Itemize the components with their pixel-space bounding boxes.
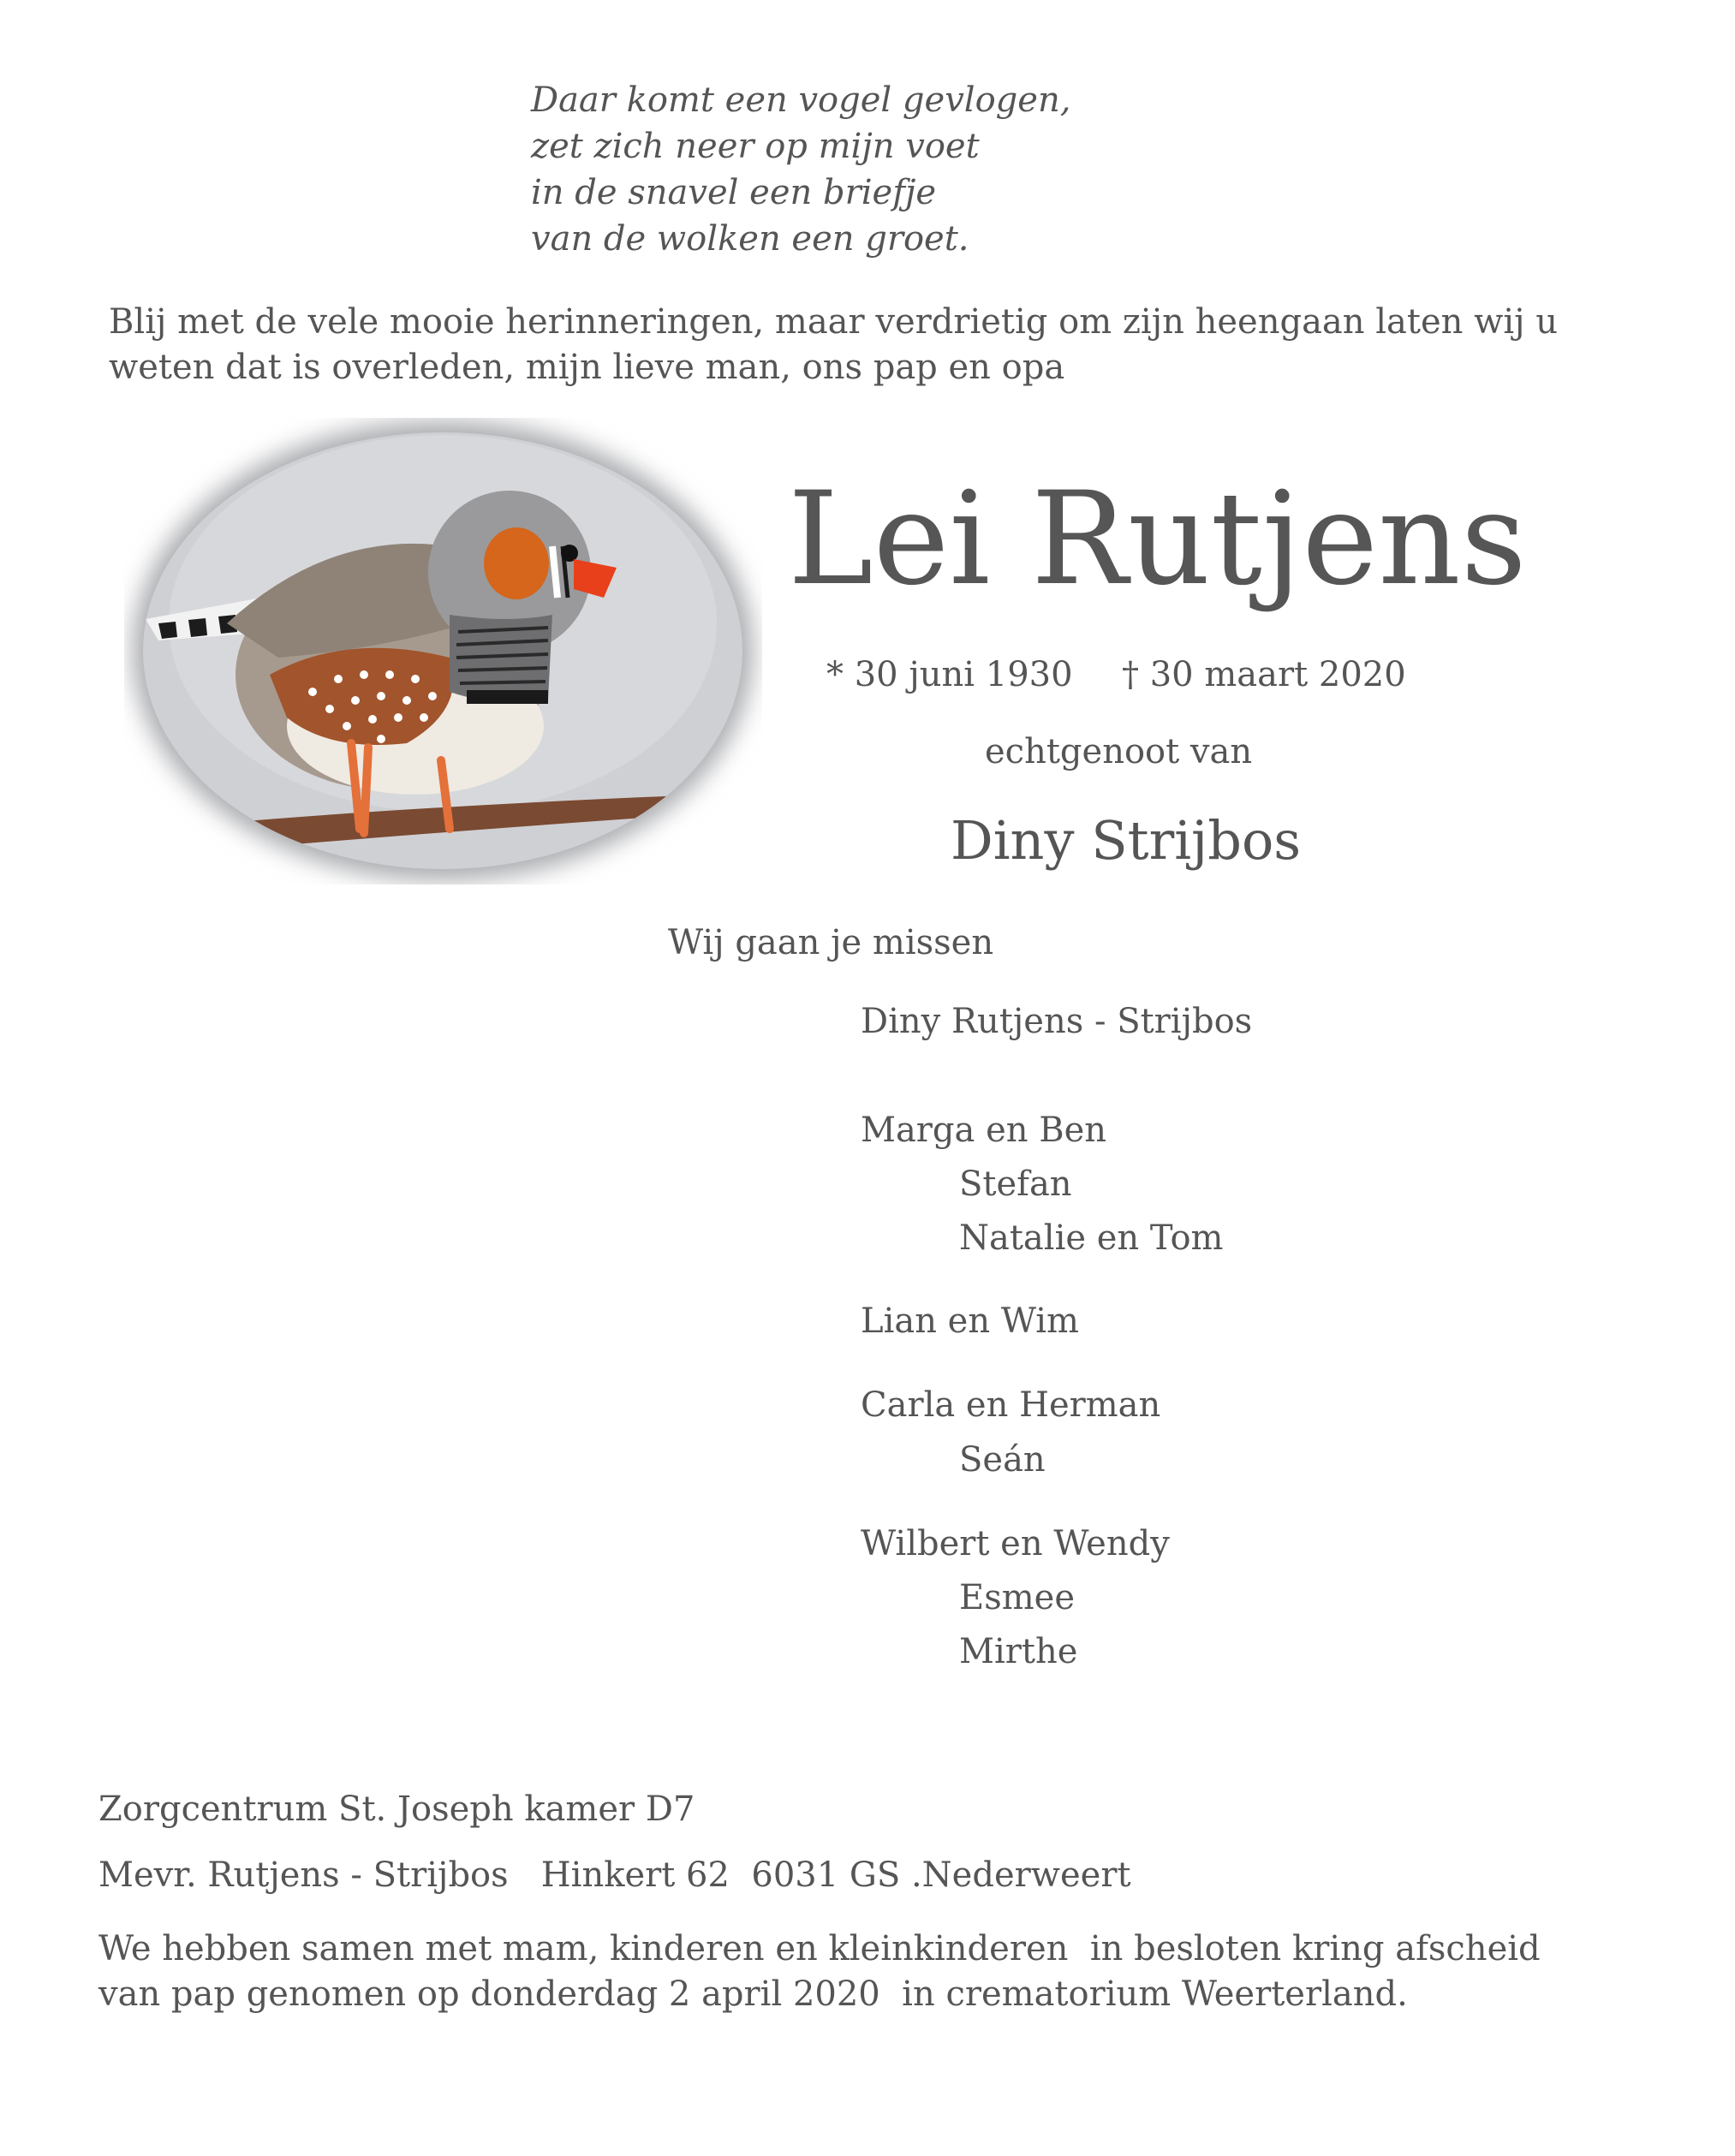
family-child: Seán [959, 1440, 1046, 1480]
family-child: Natalie en Tom [959, 1218, 1224, 1258]
family-child: Esmee [959, 1578, 1075, 1617]
footer-address: Mevr. Rutjens - Strijbos Hinkert 62 6031 GS .Nederweert [98, 1855, 1131, 1895]
family-parent: Wilbert en Wendy [861, 1524, 1170, 1563]
footer-farewell [98, 1927, 1541, 2017]
farewell-line: van pap genomen op donderdag 2 april 2020 in crematorium Weerterland. [98, 1974, 1408, 2014]
family-child: Mirthe [959, 1632, 1078, 1671]
bird-eye [561, 545, 578, 562]
family-parent: Lian en Wim [861, 1301, 1079, 1341]
miss-text: Wij gaan je missen [668, 923, 994, 962]
family-parent: Marga en Ben [861, 1111, 1107, 1150]
family-parent: Carla en Herman [861, 1385, 1161, 1425]
birth-date: * 30 juni 1930 [826, 655, 1073, 694]
family-wife: Diny Rutjens - Strijbos [861, 1002, 1253, 1041]
deceased-name: Lei Rutjens [788, 465, 1527, 614]
intro-text [109, 300, 1558, 390]
poem [531, 77, 1070, 262]
poem-line: Daar komt een vogel gevlogen, [531, 80, 1071, 120]
poem-line: in de snavel een briefje [531, 173, 937, 212]
bird-cheek [484, 527, 549, 599]
spouse-label: echtgenoot van [985, 732, 1253, 771]
poem-line: van de wolken een groet. [531, 219, 969, 259]
farewell-line: We hebben samen met mam, kinderen en kleinkinderen in besloten kring afscheid [98, 1929, 1541, 1968]
death-date: † 30 maart 2020 [1122, 655, 1406, 694]
intro-line: Blij met de vele mooie herinneringen, maar verdrietig om zijn heengaan laten wij u [109, 302, 1559, 342]
footer-location: Zorgcentrum St. Joseph kamer D7 [98, 1790, 695, 1829]
family-child: Stefan [959, 1164, 1072, 1204]
intro-line: weten dat is overleden, mijn lieve man, ons pap en opa [109, 348, 1065, 387]
poem-line: zet zich neer op mijn voet [531, 127, 980, 166]
spouse-name: Diny Strijbos [951, 809, 1302, 872]
zebra-finch-bird-photo [124, 418, 762, 884]
